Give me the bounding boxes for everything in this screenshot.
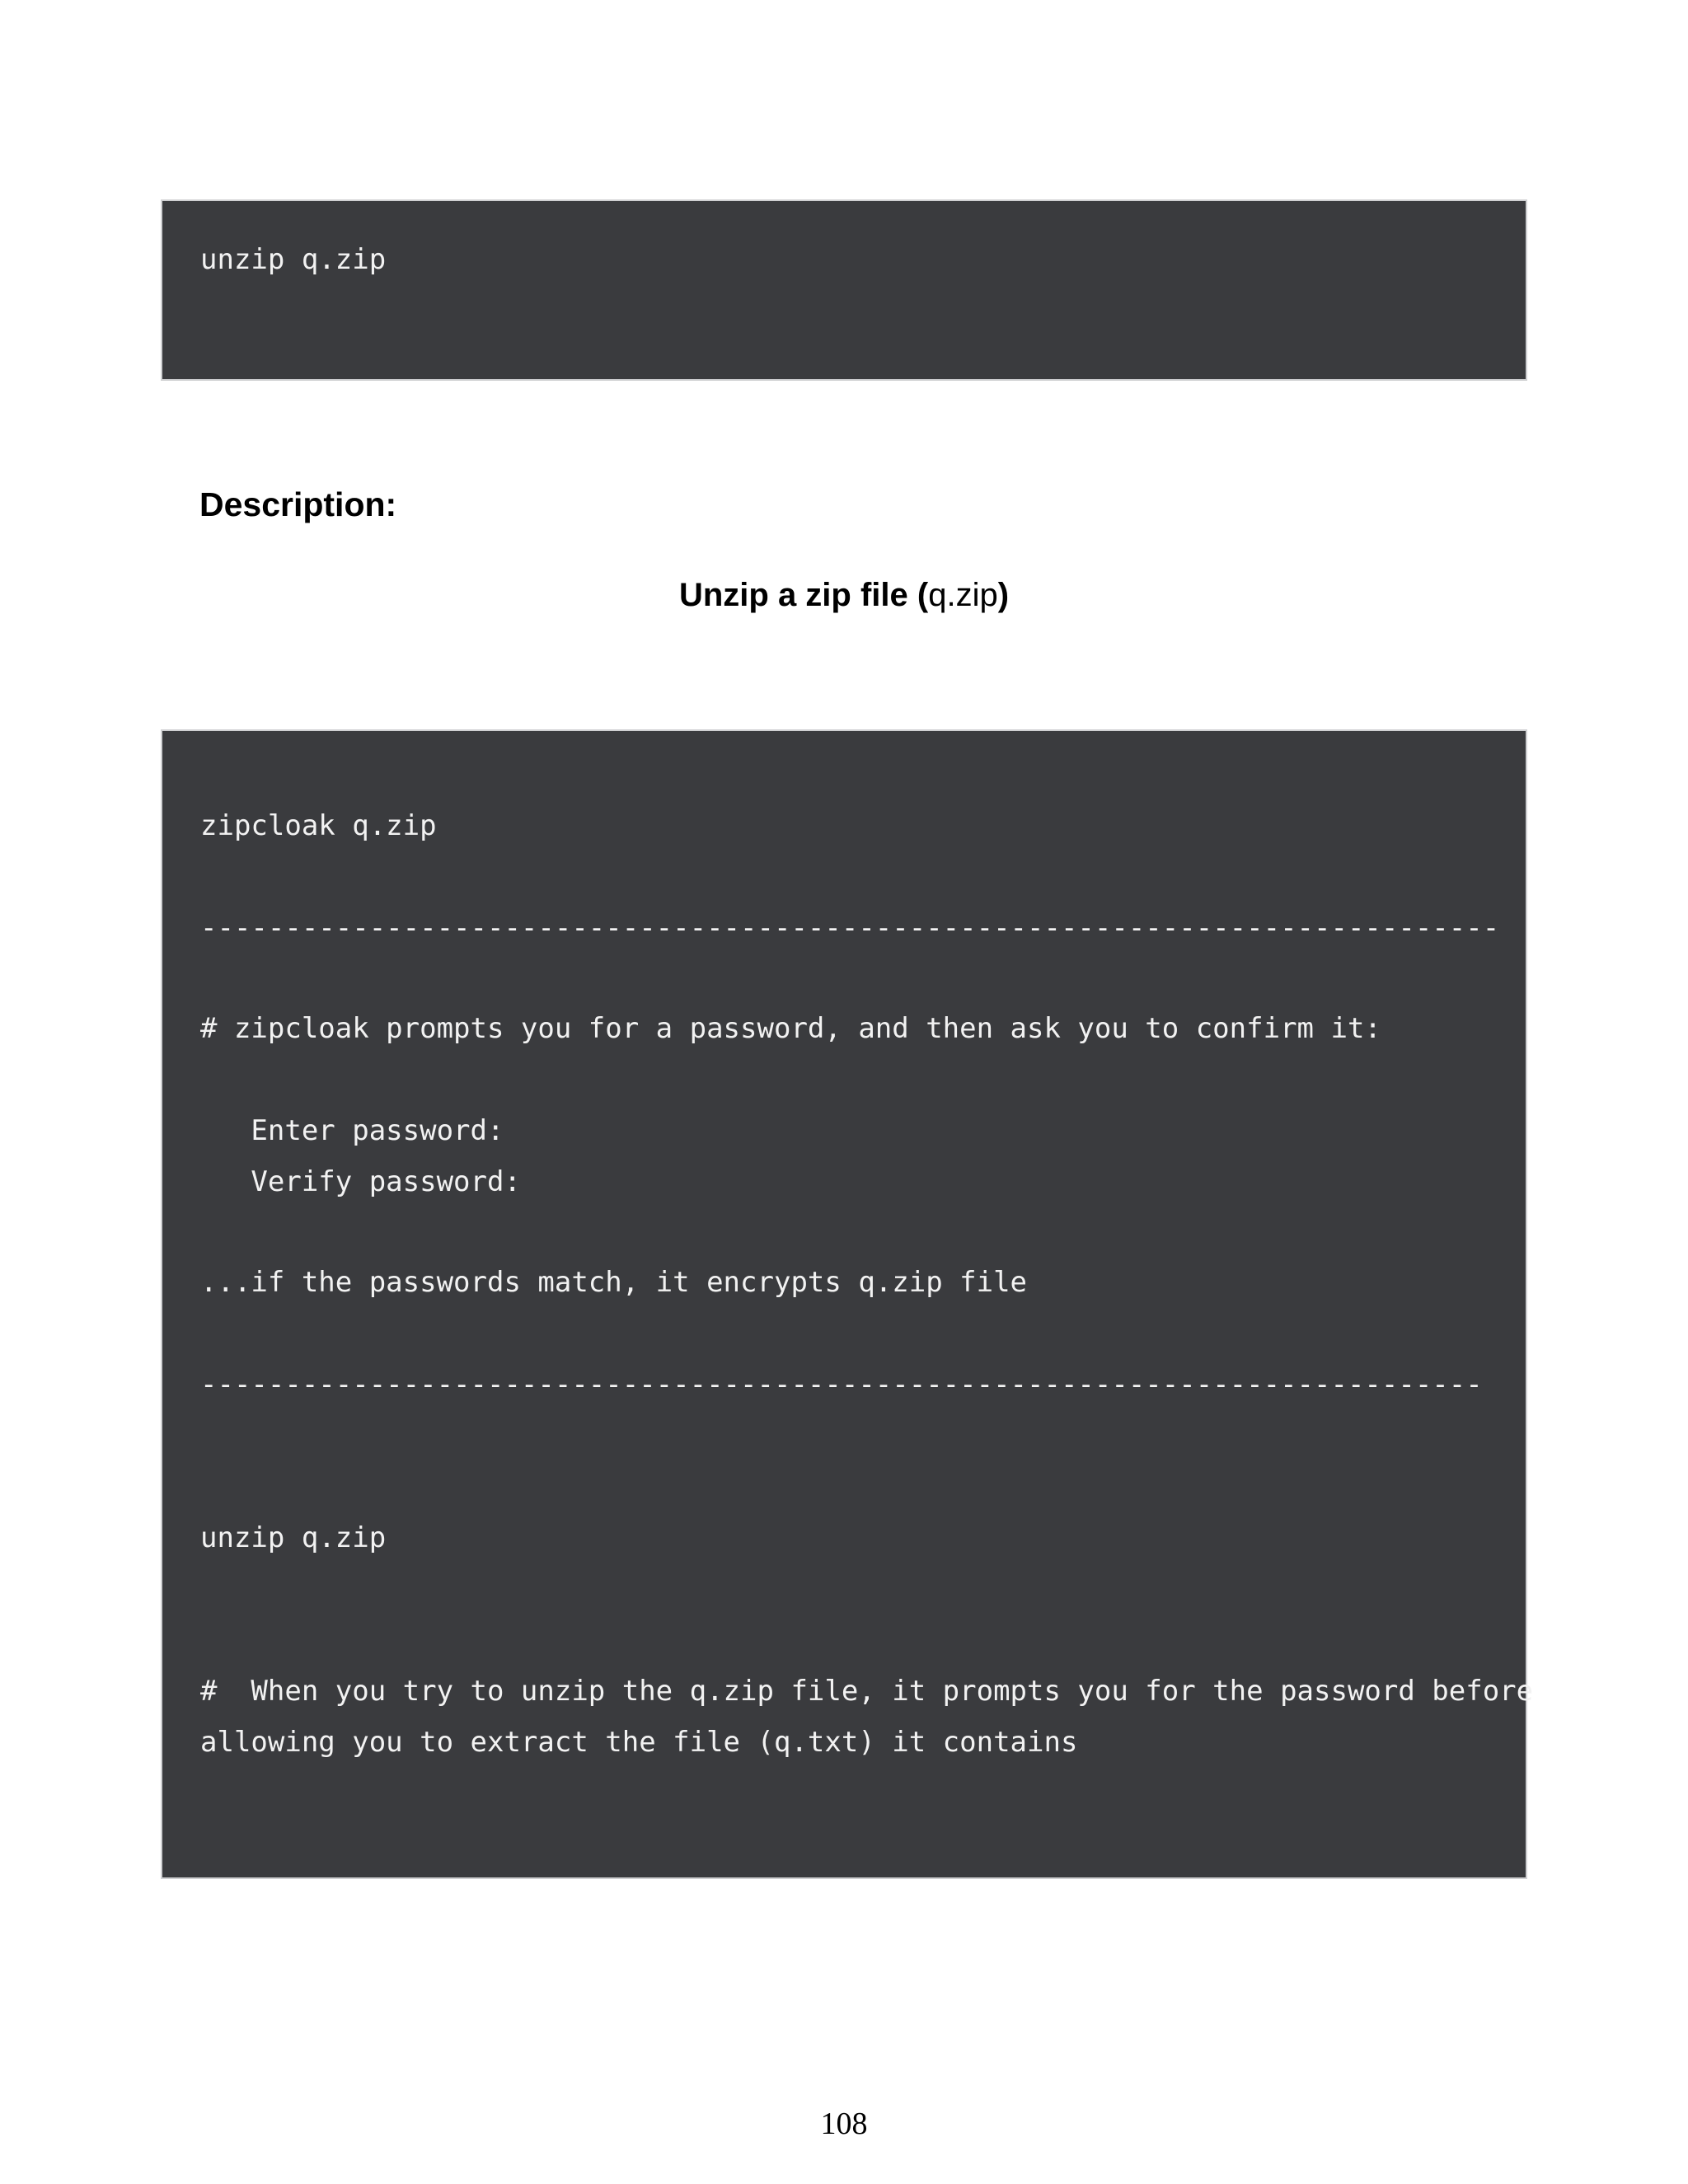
code-comment: # When you try to unzip the q.zip file, it prompts you for the password before xyxy=(200,1675,1534,1708)
code-line: zipcloak q.zip xyxy=(200,809,437,842)
code-block-unzip xyxy=(161,199,1527,381)
code-prompt-line: Verify password: xyxy=(200,1165,521,1198)
code-line: unzip q.zip xyxy=(200,243,387,276)
code-comment: allowing you to extract the file (q.txt) it contains xyxy=(200,1726,1078,1759)
subtitle-bold-prefix: Unzip a zip file ( xyxy=(678,577,929,613)
page-number: 108 xyxy=(820,2107,868,2141)
code-prompt-line: Enter password: xyxy=(200,1114,504,1147)
subtitle-bold-suffix: ) xyxy=(997,577,1010,613)
code-comment: # zipcloak prompts you for a password, and then ask you to confirm it: xyxy=(200,1012,1381,1045)
code-separator: ----------------------------------------------------------------------------- xyxy=(200,912,1500,944)
code-line: ...if the passwords match, it encrypts q.zip file xyxy=(200,1266,1028,1299)
description-heading: Description: xyxy=(199,485,397,523)
subtitle-filename: q.zip xyxy=(928,577,998,613)
code-block-zipcloak xyxy=(161,729,1534,1879)
description-subtitle xyxy=(0,575,1688,615)
code-separator: ---------------------------------------------------------------------------- xyxy=(200,1368,1483,1401)
code-line: unzip q.zip xyxy=(200,1521,387,1554)
